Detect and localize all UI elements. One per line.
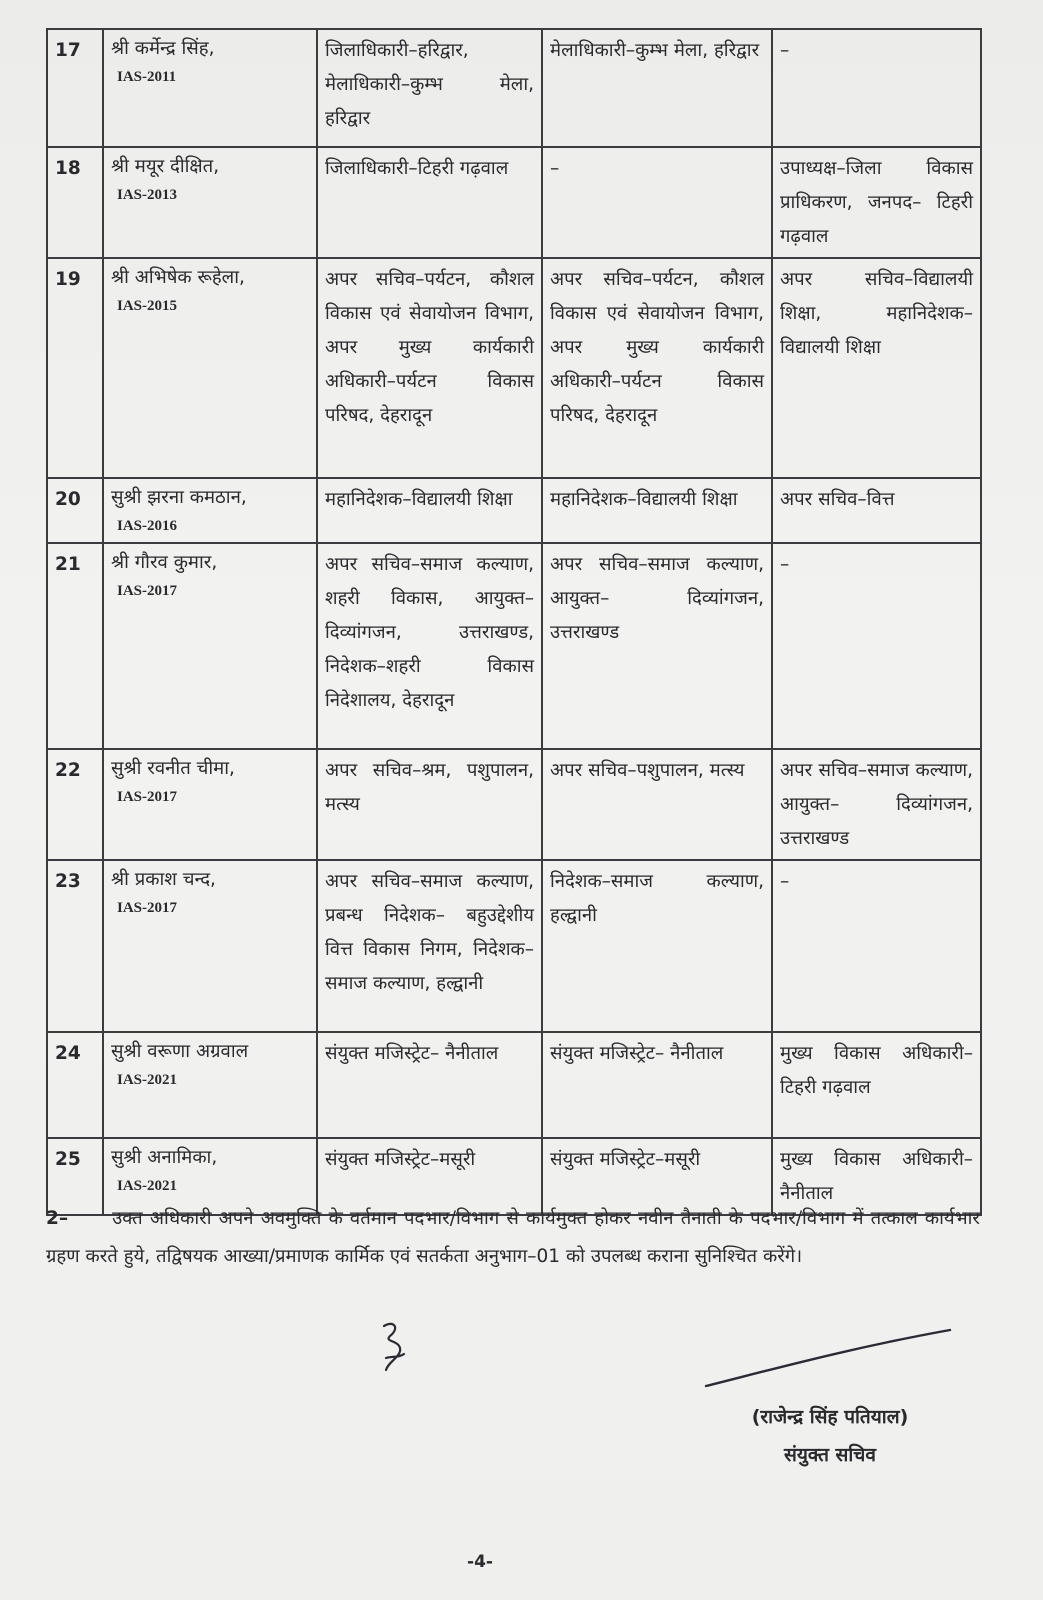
table-row	[47, 860, 981, 1032]
officer-cell	[103, 29, 317, 147]
relieved-posting-cell: संयुक्त मजिस्ट्रेट– नैनीताल	[542, 1032, 772, 1138]
serial-number-cell: 25	[47, 1138, 103, 1215]
serial-number-cell: 18	[47, 147, 103, 258]
table-row	[47, 543, 981, 749]
new-posting-cell: अपर सचिव–विद्यालयी शिक्षा, महानिदेशक– विद्यालयी शिक्षा	[772, 258, 981, 478]
relieved-posting-cell: अपर सचिव–पर्यटन, कौशल विकास एवं सेवायोजन विभाग, अपर मुख्य कार्यकारी अधिकारी–पर्यटन विकास परिषद, देहरादून	[542, 258, 772, 478]
officer-cell	[103, 1032, 317, 1138]
new-posting-cell: मुख्य विकास अधिकारी–नैनीताल	[772, 1138, 981, 1215]
new-posting-cell: –	[772, 543, 981, 749]
table-row	[47, 478, 981, 543]
paragraph-text: उक्त अधिकारी अपने अवमुक्ति के वर्तमान पदभार/विभाग से कार्यमुक्त होकर नवीन तैनाती के पदभार/विभाग में तत्काल कार्यभार ग्रहण करते हुये, तद्विषयक आख्या/प्रमाणक कार्मिक एवं सतर्कता अनुभाग–01 को उपलब्ध कराना सुनिश्चित करेंगे।	[46, 1208, 980, 1267]
paragraph-number: 2–	[46, 1208, 69, 1229]
relieved-posting-cell: अपर सचिव–समाज कल्याण, आयुक्त– दिव्यांगजन, उत्तराखण्ड	[542, 543, 772, 749]
officer-batch: IAS-2013	[117, 187, 178, 203]
relieved-posting-cell: मेलाधिकारी–कुम्भ मेला, हरिद्वार	[542, 29, 772, 147]
officer-cell	[103, 478, 317, 543]
officer-cell	[103, 258, 317, 478]
current-posting-cell: अपर सचिव–समाज कल्याण, प्रबन्ध निदेशक– बहुउद्देशीय वित्त विकास निगम, निदेशक–समाज कल्याण, हल्द्वानी	[317, 860, 542, 1032]
officer-batch: IAS-2021	[117, 1178, 178, 1194]
serial-number-cell: 23	[47, 860, 103, 1032]
table-row	[47, 147, 981, 258]
officer-name: श्री अभिषेक रूहेला,	[111, 267, 245, 288]
officer-batch: IAS-2017	[117, 900, 178, 916]
new-posting-cell: मुख्य विकास अधिकारी–टिहरी गढ़वाल	[772, 1032, 981, 1138]
officer-batch: IAS-2021	[117, 1072, 178, 1088]
officer-name: श्री कर्मेन्द्र सिंह,	[111, 38, 215, 59]
officer-batch: IAS-2017	[117, 789, 178, 805]
relieved-posting-cell: अपर सचिव–पशुपालन, मत्स्य	[542, 749, 772, 860]
relieved-posting-cell: महानिदेशक–विद्यालयी शिक्षा	[542, 478, 772, 543]
officer-batch: IAS-2016	[117, 518, 178, 534]
current-posting-cell: अपर सचिव–पर्यटन, कौशल विकास एवं सेवायोजन विभाग, अपर मुख्य कार्यकारी अधिकारी–पर्यटन विकास परिषद, देहरादून	[317, 258, 542, 478]
postings-table	[46, 28, 982, 1216]
current-posting-cell: अपर सचिव–श्रम, पशुपालन, मत्स्य	[317, 749, 542, 860]
signatory-block	[700, 1398, 960, 1474]
table-row	[47, 1032, 981, 1138]
new-posting-cell: अपर सचिव–वित्त	[772, 478, 981, 543]
serial-number-cell: 20	[47, 478, 103, 543]
officer-batch: IAS-2011	[117, 69, 177, 85]
officer-name: सुश्री झरना कमठान,	[111, 487, 247, 508]
officer-name: सुश्री वरूणा अग्रवाल	[111, 1041, 249, 1062]
current-posting-cell: जिलाधिकारी–हरिद्वार, मेलाधिकारी–कुम्भ मेला, हरिद्वार	[317, 29, 542, 147]
new-posting-cell: अपर सचिव–समाज कल्याण, आयुक्त– दिव्यांगजन, उत्तराखण्ड	[772, 749, 981, 860]
serial-number-cell: 21	[47, 543, 103, 749]
serial-number-cell: 19	[47, 258, 103, 478]
officer-name: श्री गौरव कुमार,	[111, 552, 218, 573]
new-posting-cell: –	[772, 860, 981, 1032]
relieved-posting-cell: निदेशक–समाज कल्याण, हल्द्वानी	[542, 860, 772, 1032]
serial-number-cell: 22	[47, 749, 103, 860]
officer-cell	[103, 860, 317, 1032]
signature-mark	[700, 1318, 960, 1398]
relieved-posting-cell: –	[542, 147, 772, 258]
officer-name: सुश्री रवनीत चीमा,	[111, 758, 235, 779]
officer-cell	[103, 543, 317, 749]
instruction-paragraph	[46, 1200, 980, 1276]
officer-name: श्री प्रकाश चन्द,	[111, 869, 216, 890]
initial-mark	[370, 1318, 420, 1378]
new-posting-cell: उपाध्यक्ष–जिला विकास प्राधिकरण, जनपद– टिहरी गढ़वाल	[772, 147, 981, 258]
serial-number-cell: 17	[47, 29, 103, 147]
relieved-posting-cell: संयुक्त मजिस्ट्रेट–मसूरी	[542, 1138, 772, 1215]
current-posting-cell: अपर सचिव–समाज कल्याण, शहरी विकास, आयुक्त–दिव्यांगजन, उत्तराखण्ड, निदेशक–शहरी विकास निदेशालय, देहरादून	[317, 543, 542, 749]
page-number: -4-	[467, 1552, 493, 1572]
officer-cell	[103, 147, 317, 258]
current-posting-cell: महानिदेशक–विद्यालयी शिक्षा	[317, 478, 542, 543]
officer-batch: IAS-2015	[117, 298, 178, 314]
table-row	[47, 29, 981, 147]
current-posting-cell: संयुक्त मजिस्ट्रेट–मसूरी	[317, 1138, 542, 1215]
current-posting-cell: संयुक्त मजिस्ट्रेट– नैनीताल	[317, 1032, 542, 1138]
postings-table-body	[47, 29, 981, 1215]
officer-name: श्री मयूर दीक्षित,	[111, 156, 220, 177]
current-posting-cell: जिलाधिकारी–टिहरी गढ़वाल	[317, 147, 542, 258]
officer-name: सुश्री अनामिका,	[111, 1147, 218, 1168]
signatory-designation: संयुक्त सचिव	[784, 1444, 876, 1466]
signatory-name: (राजेन्द्र सिंह पतियाल)	[751, 1406, 909, 1428]
officer-batch: IAS-2017	[117, 583, 178, 599]
new-posting-cell: –	[772, 29, 981, 147]
table-row	[47, 749, 981, 860]
table-row	[47, 258, 981, 478]
serial-number-cell: 24	[47, 1032, 103, 1138]
officer-cell	[103, 749, 317, 860]
